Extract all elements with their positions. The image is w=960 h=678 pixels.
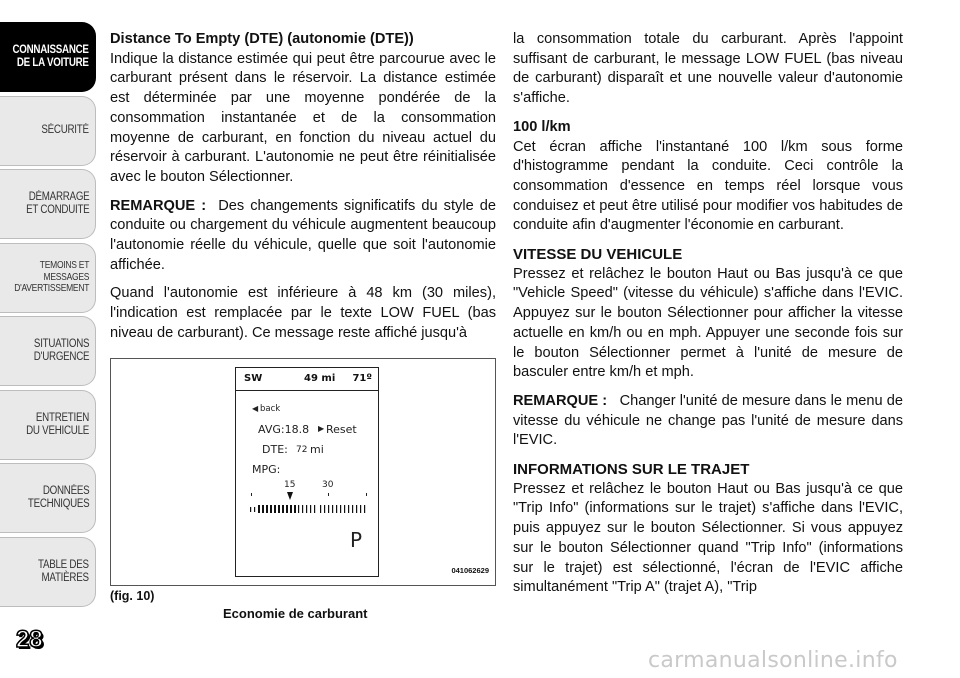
tab-connaissance-voiture[interactable] bbox=[0, 22, 96, 92]
tab-label: ENTRETIEN DU VEHICULE bbox=[26, 411, 89, 437]
note-label: REMARQUE : bbox=[513, 392, 608, 409]
tab-securite[interactable] bbox=[0, 96, 96, 166]
paragraph: Cet écran affiche l'instantané 100 l/km sous forme d'histogramme pendant la conduite. Ceci contrôle la consommation d'essence en temps réel lorsque vous conduisez et peut être utilisé pour modifier vos habitudes de conduite afin d'augmenter l'économie en carburant. bbox=[513, 138, 903, 234]
paragraph: Indique la distance estimée qui peut être parcourue avec le carburant présent dans le réservoir. La distance estimée est déterminée par une moyenne pondérée de la consommation instantanée et de la consommation moyenne de carburant, en fonction du niveau actuel du réservoir à carburant. L'autonomie ne peut être réinitialisée avec le bouton Sélectionner. bbox=[110, 50, 496, 185]
tab-demarrage-conduite[interactable] bbox=[0, 169, 96, 239]
back-label: back bbox=[260, 404, 281, 414]
back-arrow-icon: ◀ bbox=[252, 404, 259, 413]
note-text: Des changements significatifs du style de conduite ou chargement du véhicule augmentent beaucoup l'autonomie réelle du véhicule, quelle que soit l'autonomie affichée. bbox=[110, 197, 496, 273]
note-text: Changer l'unité de mesure dans le menu de vitesse du véhicule ne change pas l'unité de mesure dans l'EVIC. bbox=[513, 392, 903, 449]
section-heading-vehicle-speed: VITESSE DU VEHICULE bbox=[513, 246, 683, 264]
evic-screen bbox=[235, 367, 379, 577]
reset-arrow-icon: ▶ bbox=[318, 424, 325, 433]
section-heading-trip-info: INFORMATIONS SUR LE TRAJET bbox=[513, 461, 750, 479]
tab-label: TEMOINS ET MESSAGES D'AVERTISSEMENT bbox=[14, 260, 89, 295]
tab-table-matieres[interactable] bbox=[0, 537, 96, 607]
avg-readout: AVG:18.8 bbox=[258, 423, 310, 436]
left-column bbox=[110, 30, 496, 353]
note bbox=[110, 197, 496, 276]
figure-reference: (fig. 10) bbox=[110, 589, 155, 603]
figure-fuel-economy bbox=[110, 358, 496, 586]
reset-label: Reset bbox=[326, 423, 357, 436]
chapter-tabs bbox=[0, 22, 98, 610]
tab-label: SÉCURITÉ bbox=[41, 124, 89, 136]
watermark: carmanualsonline.info bbox=[648, 648, 898, 673]
scale-label-30: 30 bbox=[322, 480, 334, 490]
tab-label: SITUATIONS D'URGENCE bbox=[33, 338, 89, 363]
tab-label: DÉMARRAGE ET CONDUITE bbox=[25, 191, 89, 216]
tab-label: CONNAISSANCE DE LA VOITURE bbox=[12, 44, 89, 69]
paragraph: Pressez et relâchez le bouton Haut ou Bas jusqu'à ce que "Vehicle Speed" (vitesse du véhicule) s'affiche dans l'EVIC. Appuyez sur le bouton Sélectionner pour afficher la vitesse actuelle en km/h ou en mph. Appuyer une seconde fois sur le bouton Sélectionner permet à l'unité de mesure de basculer entre km/h et mph. bbox=[513, 265, 903, 381]
figure-caption: Economie de carburant bbox=[223, 606, 368, 621]
dte-unit: mi bbox=[310, 443, 324, 456]
section-heading-dte: Distance To Empty (DTE) (autonomie (DTE)) bbox=[110, 31, 414, 47]
gear-indicator: P bbox=[350, 528, 363, 552]
paragraph: la consommation totale du carburant. Après l'appoint suffisant de carburant, le message LOW FUEL (bas niveau de carburant) disparaît et une nouvelle valeur d'autonomie s'affiche. bbox=[513, 31, 903, 107]
section-heading-100lkm: 100 l/km bbox=[513, 118, 571, 135]
tab-label: TABLE DES MATIÈRES bbox=[38, 558, 89, 584]
dte-value: 72 bbox=[296, 445, 308, 455]
compass-direction: SW bbox=[244, 373, 263, 384]
dte-label: DTE: bbox=[262, 443, 288, 456]
pointer-icon bbox=[287, 492, 293, 500]
mpg-bargraph bbox=[236, 488, 377, 528]
scale-label-15: 15 bbox=[284, 480, 296, 490]
right-column bbox=[513, 30, 903, 607]
figure-code: 041062629 bbox=[451, 566, 489, 575]
note bbox=[513, 392, 903, 451]
tab-temoins-messages[interactable] bbox=[0, 243, 96, 313]
page-number: 28 bbox=[16, 626, 43, 653]
tab-entretien-vehicule[interactable] bbox=[0, 390, 96, 460]
temperature-readout: 71º bbox=[352, 373, 372, 384]
tab-donnees-techniques[interactable] bbox=[0, 463, 96, 533]
tab-situations-urgence[interactable] bbox=[0, 316, 96, 386]
paragraph: Quand l'autonomie est inférieure à 48 km (30 miles), l'indication est remplacée par le texte LOW FUEL (bas niveau de carburant). Ce message reste affiché jusqu'à bbox=[110, 285, 496, 341]
note-label: REMARQUE : bbox=[110, 197, 207, 214]
paragraph: Pressez et relâchez le bouton Haut ou Bas jusqu'à ce que "Trip Info" (informations sur le trajet) s'affiche dans l'EVIC, puis appuyez sur le bouton Sélectionner. Si vous appuyez sur le bouton Sélectionner quand "Trip Info" (informations sur le trajet) est sélectionné, l'écran de l'EVIC affiche simultanément "Trip A" (trajet A), "Trip bbox=[513, 480, 903, 596]
screen-status-bar bbox=[236, 368, 378, 391]
mpg-label: MPG: bbox=[252, 463, 281, 476]
range-readout: 49 mi bbox=[304, 373, 336, 384]
tab-label: DONNÉES TECHNIQUES bbox=[27, 485, 89, 510]
